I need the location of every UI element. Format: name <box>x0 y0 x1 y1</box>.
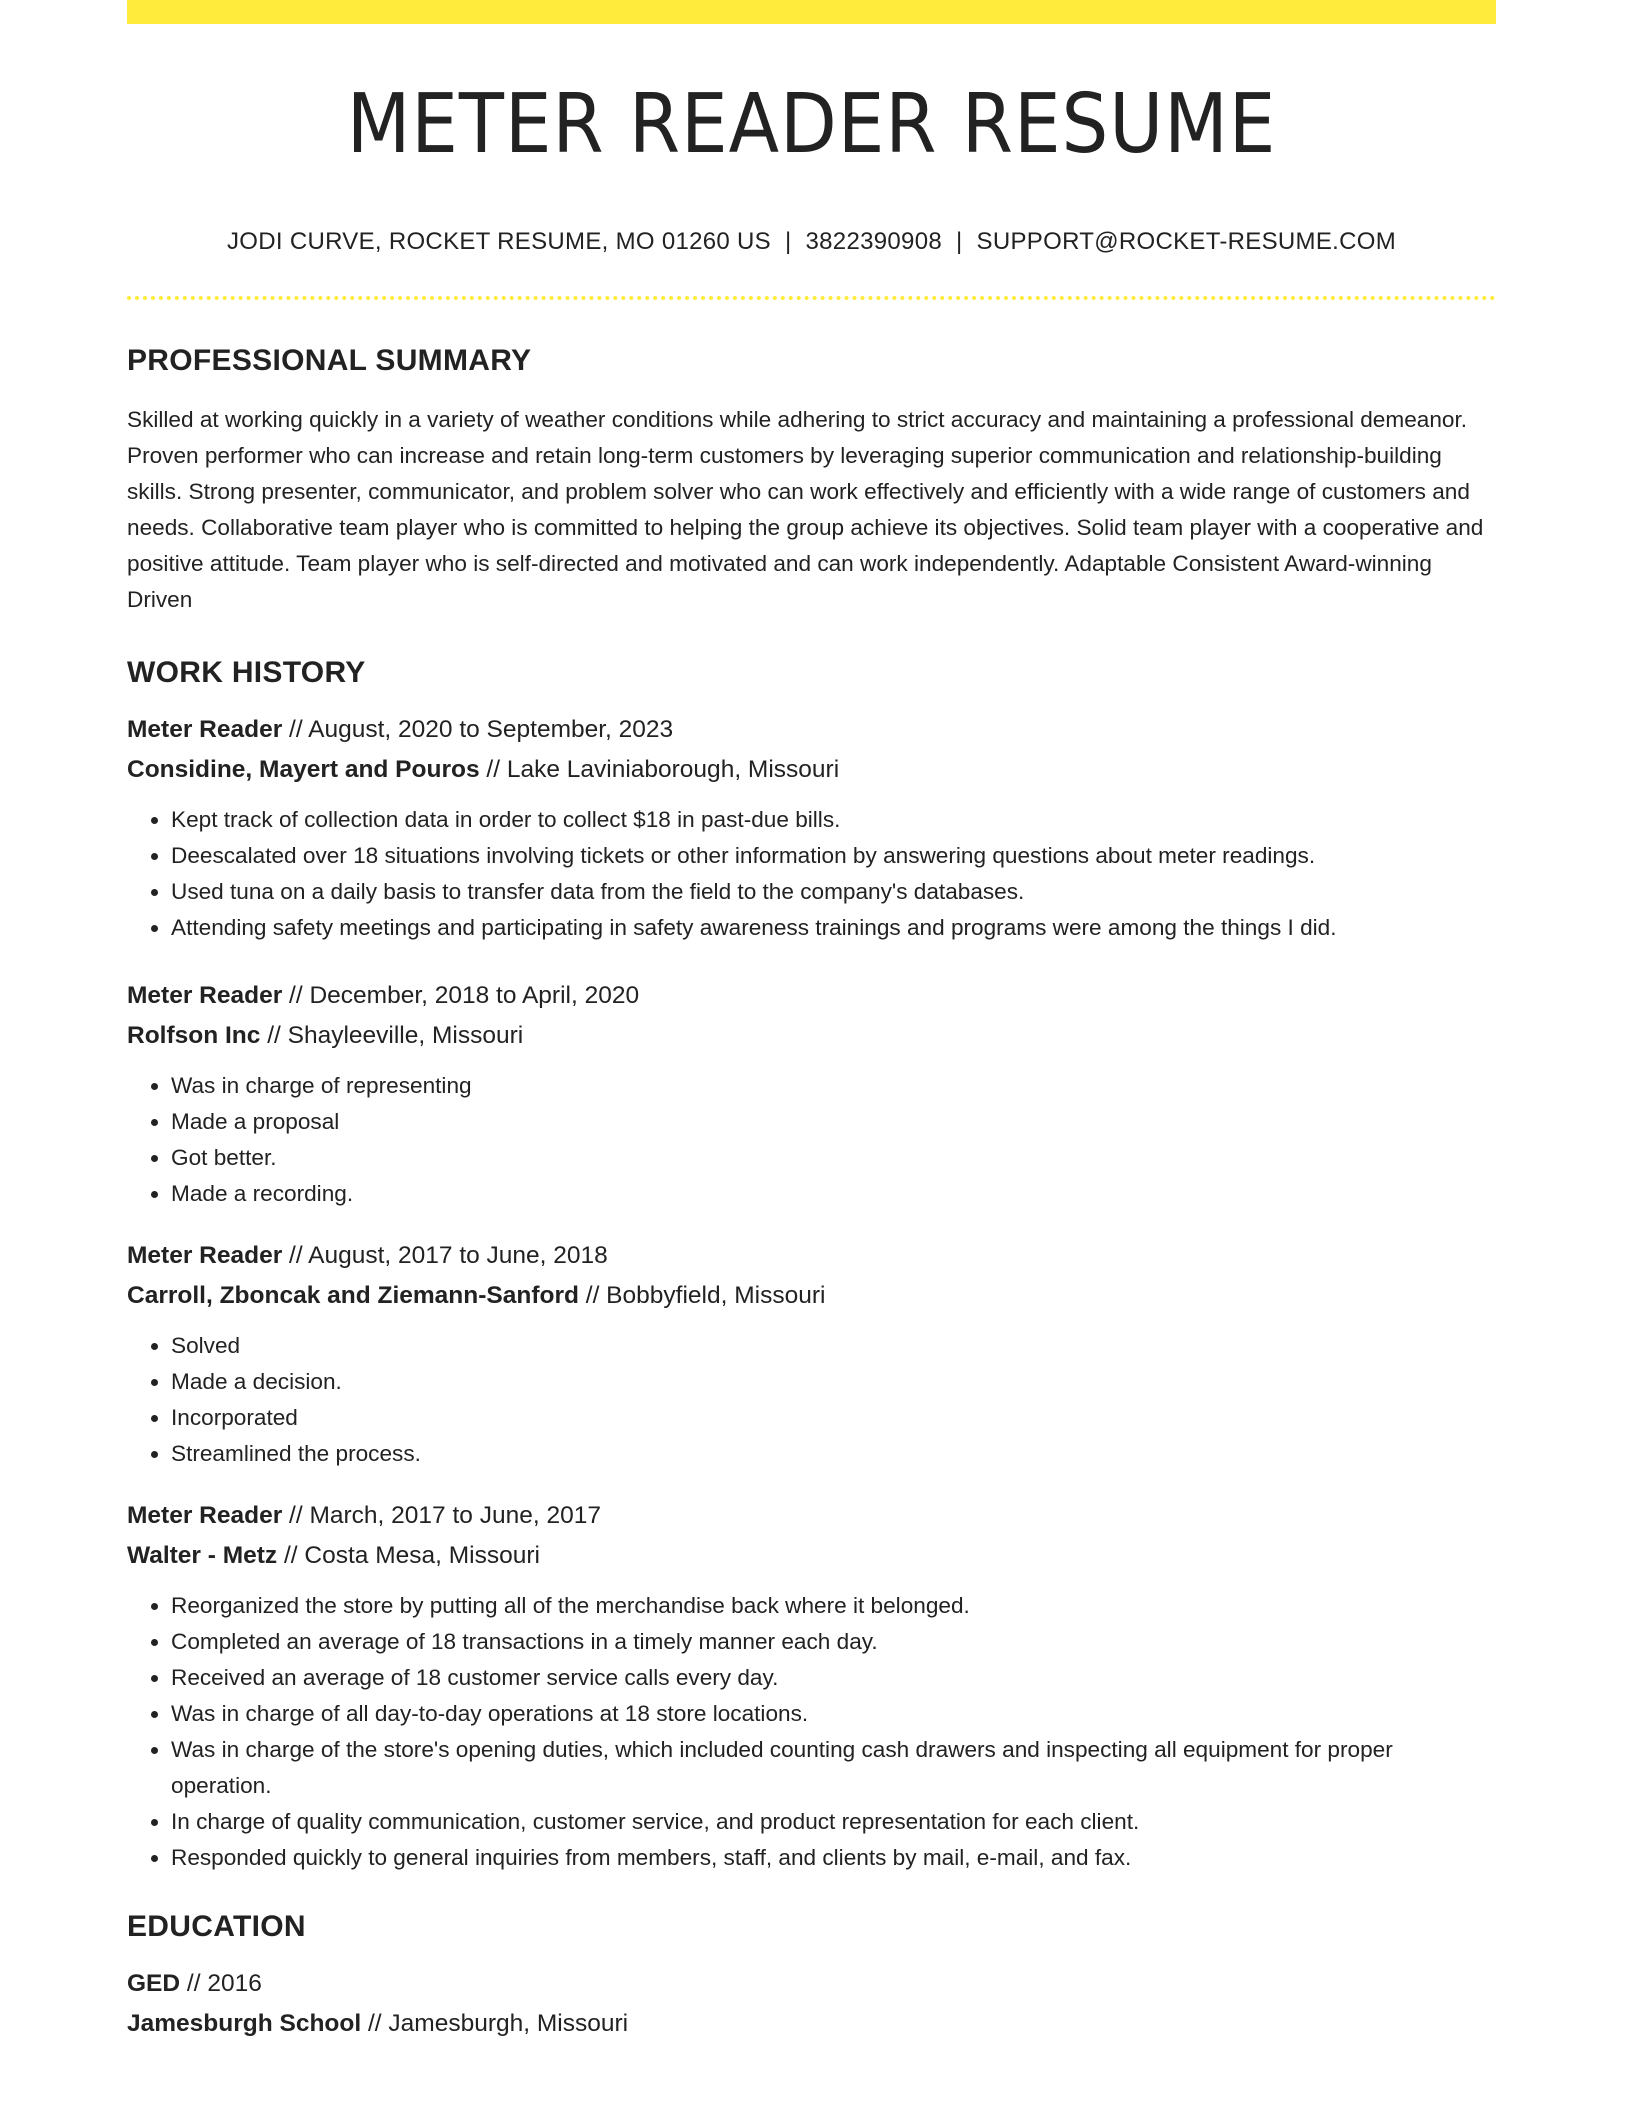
job-company: Rolfson Inc <box>127 1022 261 1049</box>
education-school-line <box>127 2004 1496 2044</box>
job-bullet: • Deescalated over 18 situations involving tickets or other information by answering questions about meter readings. <box>171 838 1496 874</box>
contact-email: SUPPORT@ROCKET-RESUME.COM <box>976 228 1397 255</box>
job-bullet: • Completed an average of 18 transactions in a timely manner each day. <box>171 1624 1496 1660</box>
resume-title: METER READER RESUME <box>346 77 1277 172</box>
contact-line <box>127 228 1496 256</box>
job-bullet: • Solved <box>171 1328 1496 1364</box>
education-heading: EDUCATION <box>127 1910 306 1943</box>
job-dates: // March, 2017 to June, 2017 <box>289 1502 601 1529</box>
education-location: // Jamesburgh, Missouri <box>367 2010 629 2037</box>
job-bullet: • Got better. <box>171 1140 1496 1176</box>
job-bullets <box>127 1328 1496 1472</box>
job-company-line <box>127 1016 1496 1056</box>
job-bullet: • Kept track of collection data in order to collect $18 in past-due bills. <box>171 802 1496 838</box>
job-bullet: • Was in charge of the store's opening duties, which included counting cash drawers and inspecting all equipment for proper operation. <box>171 1732 1496 1804</box>
top-accent-bar <box>127 0 1496 24</box>
job-company-line <box>127 750 1496 790</box>
job-bullet: • Incorporated <box>171 1400 1496 1436</box>
job-title-line <box>127 710 1496 750</box>
job-title-line <box>127 1236 1496 1276</box>
job-company: Carroll, Zboncak and Ziemann-Sanford <box>127 1282 579 1309</box>
job-bullet: • Received an average of 18 customer service calls every day. <box>171 1660 1496 1696</box>
education-school: Jamesburgh School <box>127 2010 362 2037</box>
job-bullet: • Made a recording. <box>171 1176 1496 1212</box>
summary-text: Skilled at working quickly in a variety of weather conditions while adhering to strict accuracy and maintaining a professional demeanor. Proven performer who can increase and retain long-term customers by leveraging superior communication and relationship-building skills. Strong presenter, communicator, and problem solver who can work effectively and efficiently with a wide range of customers and needs. Collaborative team player who is committed to helping the group achieve its objectives. Solid team player with a cooperative and positive attitude. Team player who is self-directed and motivated and can work independently. Adaptable Consistent Award-winning Driven <box>127 407 1484 612</box>
summary-heading: PROFESSIONAL SUMMARY <box>127 344 532 377</box>
job-company-line <box>127 1536 1496 1576</box>
job-bullet: • Reorganized the store by putting all of the merchandise back where it belonged. <box>171 1588 1496 1624</box>
job-bullet: • Attending safety meetings and participating in safety awareness trainings and programs were among the things I did. <box>171 910 1496 946</box>
job-bullets <box>127 1068 1496 1212</box>
job-title: Meter Reader <box>127 982 283 1009</box>
job-title-line <box>127 976 1496 1016</box>
job-company: Walter - Metz <box>127 1542 278 1569</box>
contact-phone: 3822390908 <box>805 228 942 255</box>
job-location: // Bobbyfield, Missouri <box>585 1282 826 1309</box>
job-bullet: • Used tuna on a daily basis to transfer data from the field to the company's databases. <box>171 874 1496 910</box>
job-bullet: • Was in charge of representing <box>171 1068 1496 1104</box>
job-company-line <box>127 1276 1496 1316</box>
job-bullets <box>127 1588 1496 1876</box>
job-bullet: • Was in charge of all day-to-day operations at 18 store locations. <box>171 1696 1496 1732</box>
job-entry <box>127 1496 1496 1876</box>
job-title: Meter Reader <box>127 1502 283 1529</box>
job-title: Meter Reader <box>127 1242 283 1269</box>
header-divider <box>127 296 1496 300</box>
job-bullets <box>127 802 1496 946</box>
job-dates: // December, 2018 to April, 2020 <box>289 982 640 1009</box>
job-entry <box>127 1236 1496 1472</box>
job-location: // Lake Laviniaborough, Missouri <box>486 756 840 783</box>
job-title: Meter Reader <box>127 716 283 743</box>
contact-address: JODI CURVE, ROCKET RESUME, MO 01260 US <box>226 228 771 255</box>
education-degree-line <box>127 1964 1496 2004</box>
job-entry <box>127 710 1496 946</box>
job-entry <box>127 976 1496 1212</box>
job-bullet: • Streamlined the process. <box>171 1436 1496 1472</box>
job-bullet: • Made a decision. <box>171 1364 1496 1400</box>
education-entry <box>127 1964 1496 2044</box>
job-dates: // August, 2020 to September, 2023 <box>289 716 674 743</box>
contact-separator: | <box>784 228 792 255</box>
job-company: Considine, Mayert and Pouros <box>127 756 480 783</box>
job-title-line <box>127 1496 1496 1536</box>
education-degree: GED <box>127 1970 181 1997</box>
contact-separator: | <box>956 228 963 255</box>
education-year: // 2016 <box>186 1970 262 1997</box>
job-dates: // August, 2017 to June, 2018 <box>289 1242 608 1269</box>
resume-page <box>127 0 1496 2044</box>
job-location: // Shayleeville, Missouri <box>267 1022 524 1049</box>
job-bullet: • Responded quickly to general inquiries from members, staff, and clients by mail, e-mail, and fax. <box>171 1840 1496 1876</box>
job-bullet: • Made a proposal <box>171 1104 1496 1140</box>
job-bullet: • In charge of quality communication, customer service, and product representation for each client. <box>171 1804 1496 1840</box>
work-history-heading: WORK HISTORY <box>127 656 366 689</box>
job-location: // Costa Mesa, Missouri <box>284 1542 540 1569</box>
